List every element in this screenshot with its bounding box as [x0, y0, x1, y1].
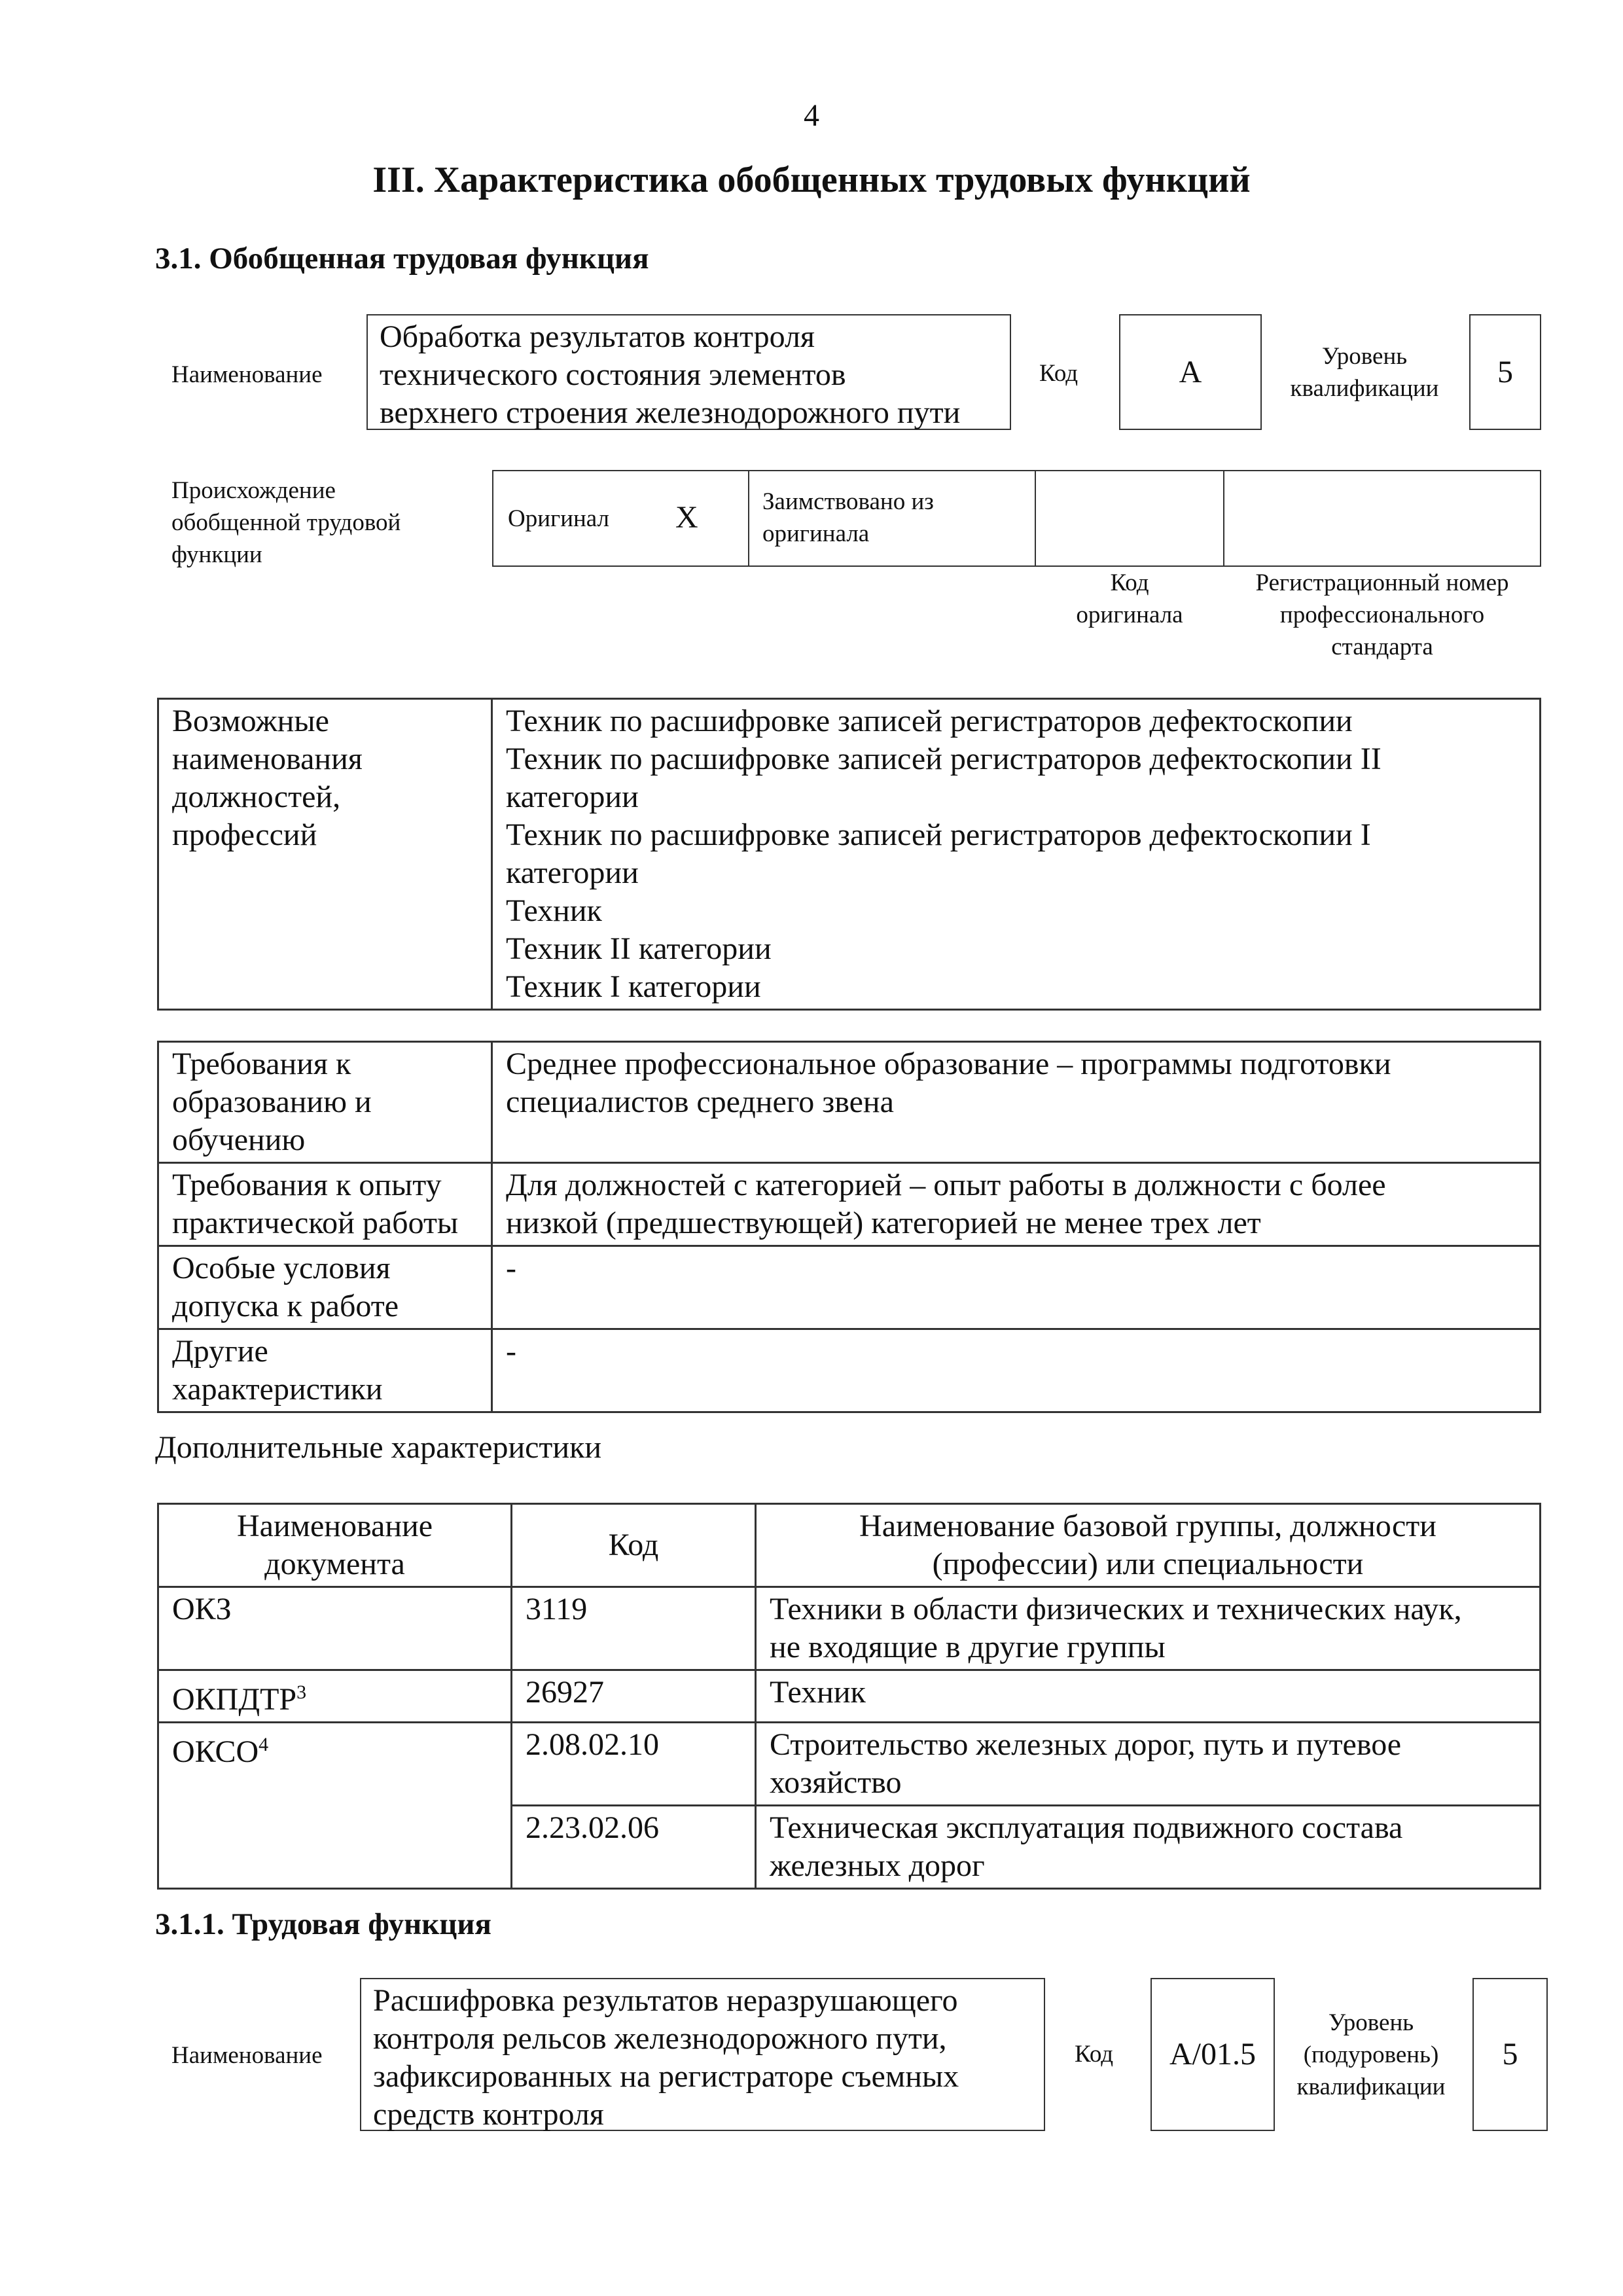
req-value-cell — [492, 1329, 1541, 1412]
name-line: Техники в области физических и технических наук, — [770, 1592, 1462, 1626]
code-cell: 2.23.02.06 — [512, 1806, 756, 1889]
tf-level-label-line: квалификации — [1296, 2073, 1446, 2100]
position-line: Техник по расшифровке записей регистраторов дефектоскопии II — [506, 742, 1382, 776]
name-line: не входящие в другие группы — [770, 1630, 1166, 1664]
gtf-heading: 3.1. Обобщенная трудовая функция — [155, 242, 649, 276]
label-line: Требования к опыту — [172, 1168, 442, 1202]
tf-level-label — [1279, 2007, 1463, 2103]
additional-title: Дополнительные характеристики — [155, 1430, 602, 1465]
label-line: наименования — [172, 742, 363, 776]
tf-code-box: A/01.5 — [1150, 1978, 1275, 2131]
tf-name-line: Расшифровка результатов неразрушающего — [373, 1983, 958, 2018]
gtf-level-label-line: Уровень — [1321, 343, 1408, 370]
origin-original-cell — [492, 470, 749, 567]
origin-label-line: функции — [171, 541, 262, 568]
req-label-cell — [158, 1246, 492, 1329]
requirements-table — [157, 1041, 1541, 1413]
code-cell: 3119 — [512, 1587, 756, 1670]
label-line: допуска к работе — [172, 1289, 399, 1323]
tf-name-label: Наименование — [171, 2042, 323, 2069]
origin-label-line: Происхождение — [171, 477, 336, 504]
name-cell — [756, 1806, 1541, 1889]
tf-name-line: зафиксированных на регистраторе съемных — [373, 2059, 959, 2094]
origin-borrowed-line: оригинала — [762, 520, 870, 547]
doc-cell: ОКЗ — [158, 1587, 512, 1670]
tf-code-label: Код — [1075, 2041, 1114, 2068]
position-line: Техник по расшифровке записей регистраторов дефектоскопии I — [506, 817, 1371, 852]
section-title: III. Характеристика обобщенных трудовых функций — [372, 160, 1251, 200]
position-line: Техник по расшифровке записей регистраторов дефектоскопии — [506, 704, 1353, 738]
gtf-level-label-line: квалификации — [1290, 375, 1439, 402]
origin-code-caption — [1035, 567, 1224, 631]
code-cell: 26927 — [512, 1670, 756, 1723]
origin-label — [171, 475, 401, 571]
req-value-cell — [492, 1042, 1541, 1163]
req-label-cell — [158, 1163, 492, 1246]
label-line: Особые условия — [172, 1251, 391, 1285]
gtf-name-line: Обработка результатов контроля — [380, 319, 815, 354]
page-number: 4 — [804, 98, 819, 133]
table-row — [158, 1163, 1541, 1246]
origin-original-mark: X — [675, 500, 698, 535]
name-cell — [756, 1587, 1541, 1670]
table-row — [158, 1723, 1541, 1806]
doc-text: ОКСО — [172, 1734, 259, 1769]
origin-borrowed-cell — [748, 470, 1036, 567]
tf-name-line: контроля рельсов железнодорожного пути, — [373, 2021, 947, 2056]
tf-name-box — [360, 1978, 1045, 2131]
value-line: Для должностей с категорией – опыт работы в должности с более — [506, 1168, 1386, 1202]
gtf-level-box: 5 — [1469, 314, 1541, 430]
gtf-code-box: A — [1119, 314, 1262, 430]
gtf-name-box — [366, 314, 1011, 430]
table-row — [158, 1670, 1541, 1723]
header-name — [756, 1504, 1541, 1587]
tf-level-label-line: Уровень — [1328, 2009, 1414, 2036]
name-line: железных дорог — [770, 1848, 985, 1883]
position-line: категории — [506, 855, 639, 890]
table-row — [158, 1587, 1541, 1670]
name-cell — [756, 1723, 1541, 1806]
caption-line: профессионального — [1279, 601, 1485, 628]
table-row — [158, 1329, 1541, 1412]
tf-heading: 3.1.1. Трудовая функция — [155, 1907, 491, 1941]
name-cell: Техник — [756, 1670, 1541, 1723]
header-line: Наименование базовой группы, должности — [859, 1509, 1436, 1543]
value-line: низкой (предшествующей) категорией не менее трех лет — [506, 1206, 1261, 1240]
origin-borrowed-line: Заимствовано из — [762, 488, 934, 515]
origin-label-line: обобщенной трудовой — [171, 509, 401, 536]
req-label-cell — [158, 1042, 492, 1163]
header-line: Наименование — [236, 1509, 433, 1543]
table-row — [158, 1246, 1541, 1329]
tf-name-line: средств контроля — [373, 2097, 604, 2132]
position-line: Техник I категории — [506, 969, 761, 1004]
name-line: Строительство железных дорог, путь и путевое — [770, 1727, 1402, 1762]
value-line: специалистов среднего звена — [506, 1085, 894, 1119]
positions-table — [157, 698, 1541, 1011]
caption-line: стандарта — [1331, 634, 1433, 660]
doc-cell — [158, 1723, 512, 1889]
position-line: Техник — [506, 893, 602, 928]
value-line: - — [506, 1251, 516, 1285]
tf-level-label-line: (подуровень) — [1303, 2041, 1439, 2068]
gtf-level-label — [1266, 340, 1463, 404]
name-line: хозяйство — [770, 1765, 902, 1800]
footnote-mark: 3 — [296, 1681, 307, 1703]
gtf-name-line: технического состояния элементов — [380, 357, 846, 392]
positions-label-cell — [158, 699, 492, 1010]
doc-cell — [158, 1670, 512, 1723]
header-doc — [158, 1504, 512, 1587]
gtf-code-label: Код — [1039, 360, 1079, 387]
label-line: Требования к — [172, 1047, 351, 1081]
header-code: Код — [512, 1504, 756, 1587]
label-line: образованию и — [172, 1085, 372, 1119]
req-value-cell — [492, 1163, 1541, 1246]
footnote-mark: 4 — [259, 1734, 269, 1755]
position-line: Техник II категории — [506, 931, 772, 966]
label-line: Другие — [172, 1334, 268, 1369]
value-line: Среднее профессиональное образование – программы подготовки — [506, 1047, 1391, 1081]
table-row — [158, 1042, 1541, 1163]
label-line: должностей, — [172, 780, 341, 814]
header-line: (профессии) или специальности — [932, 1547, 1364, 1581]
positions-list-cell — [492, 699, 1541, 1010]
doc-text: ОКПДТР — [172, 1682, 297, 1717]
origin-original-label: Оригинал — [508, 505, 610, 532]
label-line: практической работы — [172, 1206, 459, 1240]
name-line: Техническая эксплуатация подвижного состава — [770, 1810, 1403, 1845]
header-line: документа — [264, 1547, 405, 1581]
req-label-cell — [158, 1329, 492, 1412]
origin-reg-caption — [1223, 567, 1541, 663]
gtf-name-label: Наименование — [171, 361, 323, 388]
origin-code-cell — [1035, 470, 1224, 567]
caption-line: оригинала — [1076, 601, 1183, 628]
label-line: Возможные — [172, 704, 329, 738]
position-line: категории — [506, 780, 639, 814]
tf-level-box: 5 — [1472, 1978, 1548, 2131]
table-header-row — [158, 1504, 1541, 1587]
caption-line: Код — [1110, 569, 1149, 596]
req-value-cell — [492, 1246, 1541, 1329]
value-line: - — [506, 1334, 516, 1369]
label-line: характеристики — [172, 1372, 383, 1407]
caption-line: Регистрационный номер — [1255, 569, 1509, 596]
code-cell: 2.08.02.10 — [512, 1723, 756, 1806]
gtf-name-line: верхнего строения железнодорожного пути — [380, 395, 961, 430]
label-line: профессий — [172, 817, 317, 852]
label-line: обучению — [172, 1122, 306, 1157]
table-row — [158, 699, 1541, 1010]
origin-reg-cell — [1223, 470, 1541, 567]
additional-table — [157, 1503, 1541, 1890]
